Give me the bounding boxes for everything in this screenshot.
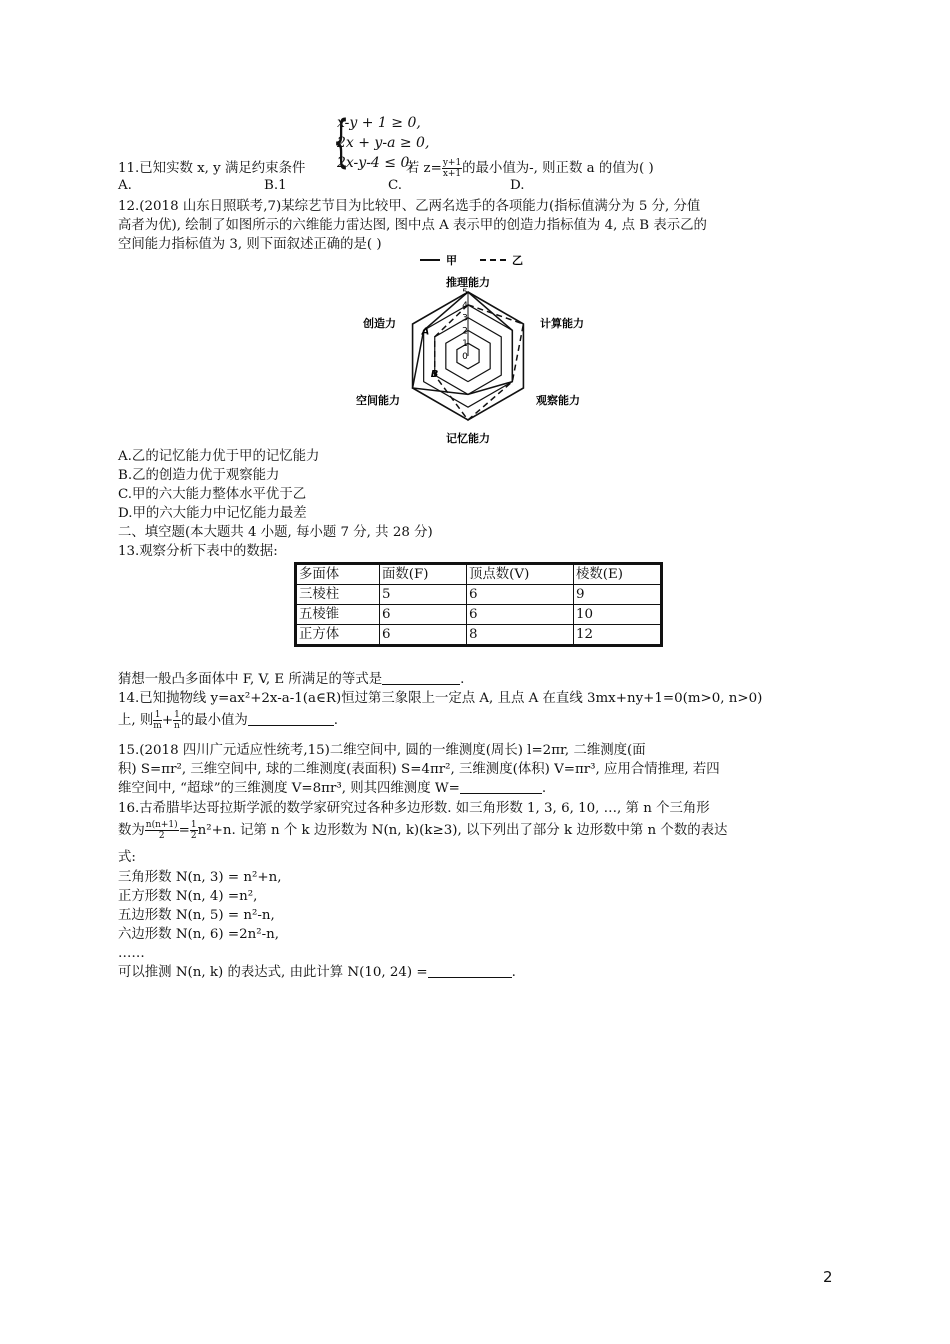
q16-text-pre: 数为 xyxy=(118,823,145,838)
table-cell: 6 xyxy=(380,605,467,625)
polyhedron-table xyxy=(294,562,663,647)
answer-blank xyxy=(248,712,334,726)
system-brace: { xyxy=(333,109,350,174)
axis-label: 观察能力 xyxy=(536,394,580,407)
q16-frac-b-num: 1 xyxy=(190,820,197,830)
q14-line-2 xyxy=(118,710,338,731)
q13-intro: 13.观察分析下表中的数据: xyxy=(118,544,278,559)
table-cell: 正方体 xyxy=(296,625,380,646)
q12-line-2: 高者为优), 绘制了如图所示的六维能力雷达图, 图中点 A 表示甲的创造力指标值为 4, 点 B 表示乙的 xyxy=(118,218,707,233)
q11-text-post: 的最小值为-, 则正数 a 的值为( ) xyxy=(462,161,654,176)
table-header-row xyxy=(296,564,662,585)
constraint-2: 2x + y-a ≥ 0, xyxy=(337,135,430,151)
tick-label: 5 xyxy=(462,288,468,298)
table-cell: 9 xyxy=(574,585,662,605)
q14-frac2-den: n xyxy=(174,721,180,731)
q11-option-b: B.1 xyxy=(264,178,287,193)
q11-option-a: A. xyxy=(118,178,132,193)
legend-label: 乙 xyxy=(512,254,523,267)
axis-label: 创造力 xyxy=(363,317,396,330)
table-row xyxy=(296,625,662,646)
q14-end: . xyxy=(333,713,339,728)
q16-list-item: 正方形数 N(n, 4) =n², xyxy=(118,889,258,904)
q11-stem xyxy=(118,158,654,179)
answer-blank xyxy=(382,671,460,685)
tick-label: 2 xyxy=(462,326,468,337)
table-cell: 6 xyxy=(467,585,574,605)
table-header: 顶点数(V) xyxy=(467,564,574,585)
answer-blank xyxy=(460,780,542,794)
axis-label: 推理能力 xyxy=(446,276,490,289)
table-row xyxy=(296,585,662,605)
q12-option-c: C.甲的六大能力整体水平优于乙 xyxy=(118,487,307,502)
table-cell: 10 xyxy=(574,605,662,625)
table-cell: 6 xyxy=(380,625,467,646)
point-label-a: A xyxy=(421,326,430,338)
table-header: 面数(F) xyxy=(380,564,467,585)
q13-question xyxy=(118,671,464,689)
q16-frac-a-num: n(n+1) xyxy=(145,820,178,830)
constraint-1: x-y + 1 ≥ 0, xyxy=(337,115,421,131)
table-cell: 五棱锥 xyxy=(296,605,380,625)
q12-line-1: 12.(2018 山东日照联考,7)某综艺节目为比较甲、乙两名选手的各项能力(指标值满分为 5 分, 分值 xyxy=(118,199,701,214)
q14-frac-1 xyxy=(153,710,162,731)
q12-line-3: 空间能力指标值为 3, 则下面叙述正确的是( ) xyxy=(118,237,382,252)
q16-eq: = xyxy=(178,823,190,838)
q12-option-b: B.乙的创造力优于观察能力 xyxy=(118,468,280,483)
q16-end: . xyxy=(511,965,516,980)
q11-option-d: D. xyxy=(510,178,525,193)
q14-frac-2 xyxy=(173,710,181,731)
q13-question-text: 猜想一般凸多面体中 F, V, E 所满足的等式是 xyxy=(118,672,383,687)
q16-list-item: …… xyxy=(118,946,145,961)
tick-label: 4 xyxy=(462,300,468,311)
q11-fraction xyxy=(442,158,462,179)
table-cell: 三棱柱 xyxy=(296,585,380,605)
axis-label: 记忆能力 xyxy=(446,432,490,445)
q16-frac-b-den: 2 xyxy=(190,831,197,841)
radar-chart xyxy=(350,248,610,448)
q16-list-item: 六边形数 N(n, 6) =2n²-n, xyxy=(118,927,280,942)
q11-frac-num: y+1 xyxy=(442,158,462,168)
q11-option-c: C. xyxy=(388,178,403,193)
q16-frac-a xyxy=(145,820,179,841)
q11-frac-den: x+1 xyxy=(442,169,462,179)
page-number: 2 xyxy=(823,1268,833,1286)
q15-end: . xyxy=(541,781,547,796)
q14-text-pre: 上, 则 xyxy=(118,713,154,728)
table-cell: 6 xyxy=(467,605,574,625)
q14-plus: + xyxy=(161,713,174,728)
q12-option-a: A.乙的记忆能力优于甲的记忆能力 xyxy=(118,449,320,464)
axis-label: 计算能力 xyxy=(540,317,584,330)
axis-label: 空间能力 xyxy=(356,394,400,407)
constraint-3: 2x-y-4 ≤ 0, xyxy=(337,155,414,171)
q16-last-line xyxy=(118,964,516,982)
q14-frac1-den: m xyxy=(153,721,162,731)
radar-grid xyxy=(413,292,524,420)
q16-list-item: 三角形数 N(n, 3) = n²+n, xyxy=(118,870,282,885)
q14-frac2-num: 1 xyxy=(174,710,180,720)
q12-option-d: D.甲的六大能力中记忆能力最差 xyxy=(118,506,307,521)
q16-line-2 xyxy=(118,820,727,841)
q16-list-item: 五边形数 N(n, 5) = n²-n, xyxy=(118,908,275,923)
table-cell: 8 xyxy=(467,625,574,646)
q15-line-1: 15.(2018 四川广元适应性统考,15)二维空间中, 圆的一维测度(周长) l=2πr, 二维测度(面 xyxy=(118,743,646,758)
q15-line-3-text: 维空间中, “超球”的三维测度 V=8πr³, 则其四维测度 W= xyxy=(118,781,460,796)
q16-line-1: 16.古希腊毕达哥拉斯学派的数学家研究过各种多边形数. 如三角形数 1, 3, 6, 10, …, 第 n 个三角形 xyxy=(118,801,710,816)
q16-last-text: 可以推测 N(n, k) 的表达式, 由此计算 N(10, 24) = xyxy=(118,965,428,980)
q16-frac-a-den: 2 xyxy=(158,831,165,841)
q13-end: . xyxy=(460,672,465,687)
point-label-b: B xyxy=(430,369,439,381)
q14-text-post: 的最小值为 xyxy=(180,713,248,728)
tick-label: 0 xyxy=(462,352,468,362)
tick-label: 1 xyxy=(462,339,468,350)
table-row xyxy=(296,605,662,625)
section-2-heading: 二、填空题(本大题共 4 小题, 每小题 7 分, 共 28 分) xyxy=(118,525,433,540)
q16-text-post: n²+n. 记第 n 个 k 边形数为 N(n, k)(k≥3), 以下列出了部分 k 边形数中第 n 个数的表达 xyxy=(197,823,728,838)
q11-text-pre: 11.已知实数 x, y 满足约束条件 xyxy=(118,161,306,176)
q14-line-1: 14.已知抛物线 y=ax²+2x-a-1(a∈R)恒过第三象限上一定点 A, 且点 A 在直线 3mx+ny+1=0(m>0, n>0) xyxy=(118,691,763,706)
q16-line-3: 式: xyxy=(118,850,136,865)
q15-line-2: 积) S=πr², 三维空间中, 球的二维测度(表面积) S=4πr², 三维测度(体积) V=πr³, 应用合情推理, 若四 xyxy=(118,762,720,777)
chart-legend xyxy=(420,254,523,267)
table-cell: 12 xyxy=(574,625,662,646)
tick-label: 3 xyxy=(462,313,468,324)
table-header: 棱数(E) xyxy=(574,564,662,585)
q15-line-3 xyxy=(118,780,546,798)
legend-label: 甲 xyxy=(446,254,457,267)
q11-text-mid: 若 z= xyxy=(405,161,442,176)
table-header: 多面体 xyxy=(296,564,380,585)
answer-blank xyxy=(428,964,512,978)
q16-frac-b xyxy=(190,820,198,841)
q14-frac1-num: 1 xyxy=(154,710,161,720)
table-cell: 5 xyxy=(380,585,467,605)
